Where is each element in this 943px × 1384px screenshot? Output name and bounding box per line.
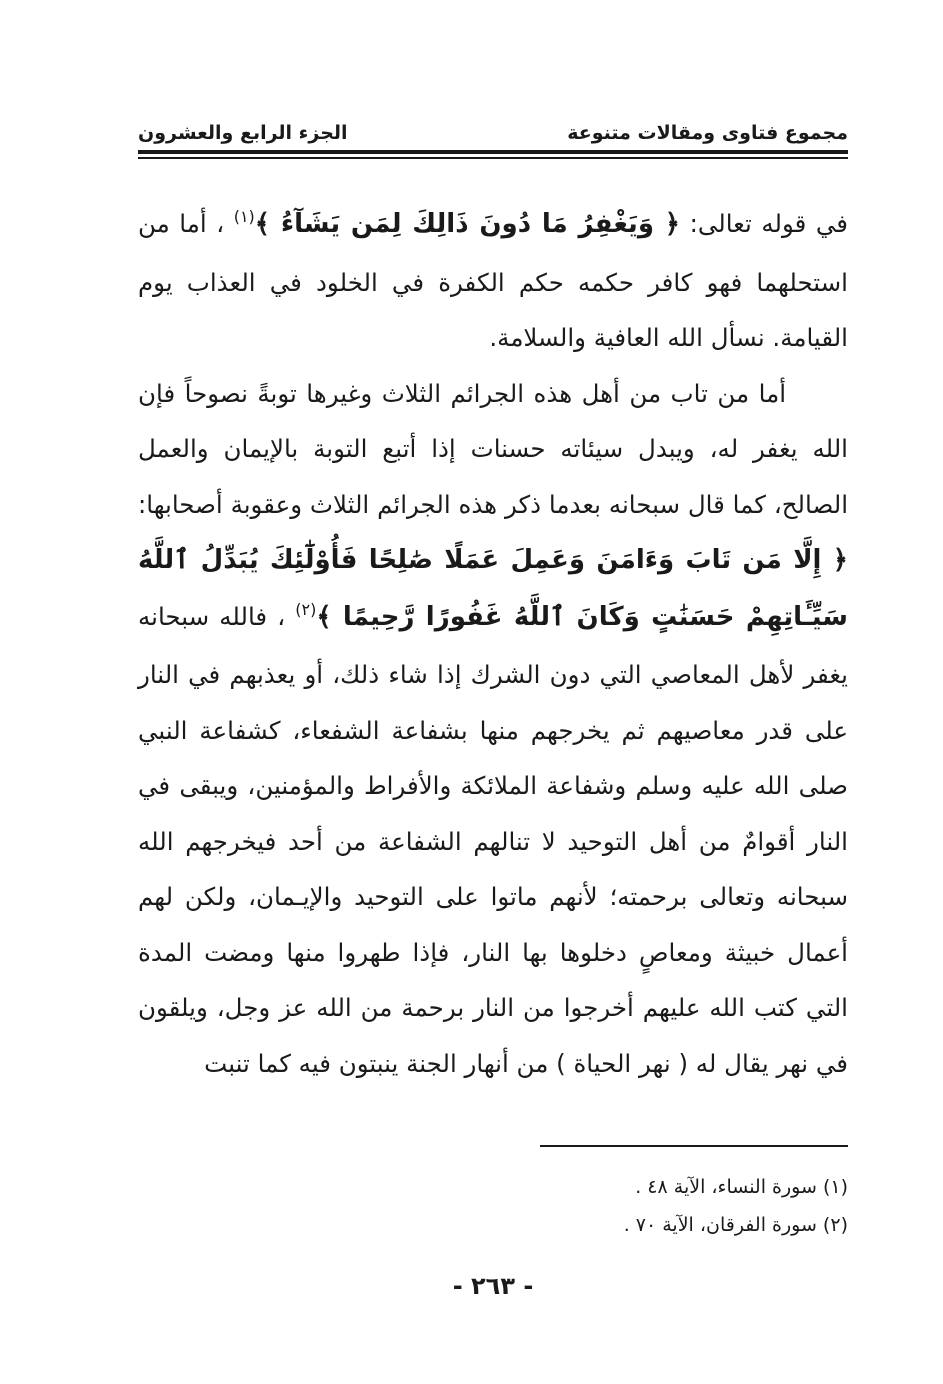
paragraph-1-rest: ، أما من استحلهما فهو كافر حكمه حكم الكفرة في الخلود في العذاب يوم القيامة. نسأل الله العافية والسلامة. [138,209,848,352]
paragraph-1-intro: في قوله تعالى: [680,209,848,238]
footnote-1: (١) سورة النساء، الآية ٤٨ . [635,1176,848,1198]
book-page [138,100,848,1330]
body-text [138,196,848,1091]
footnote-ref-2: (٢) [295,599,317,619]
paragraph-2-intro: أما من تاب من أهل هذه الجرائم الثلاث وغيرها توبةً نصوحاً فإن الله يغفر له، ويبدل سيئاته حسنات إذا أتبع التوبة بالإيمان والعمل الصالح، كما قال سبحانه بعدما ذكر هذه الجرائم الثلاث وعقوبة أصحابها: [138,378,848,519]
paragraph-2-rest: ، فالله سبحانه يغفر لأهل المعاصي التي دون الشرك إذا شاء ذلك، أو يعذبهم في النار على قدر معاصيهم ثم يخرجهم منها بشفاعة الشفعاء، كشفاعة النبي صلى الله عليه وسلم وشفاعة الملائكة والأفراط والمؤمنين، ويبقى في النار أقوامٌ من أهل التوحيد لا تنالهم الشفاعة من أحد فيخرجهم الله سبحانه وتعالى برحمته؛ لأنهم ماتوا على التوحيد والإيـمان، ولكن لهم أعمال خبيثة ومعاصٍ دخلوها بها النار، فإذا طهروا منها ومضت المدة التي كتب الله عليهم أخرجوا من النار برحمة من الله عز وجل، ويلقون في نهر يقال له ( نهر الحياة ) من أنهار الجنة ينبتون فيه كما تنبت [138,601,848,1078]
header-book-title: مجموع فتاوى ومقالات متنوعة [567,122,848,144]
header-volume-title: الجزء الرابع والعشرون [138,122,348,144]
footnote-2: (٢) سورة الفرقان، الآية ٧٠ . [623,1214,848,1236]
footnote-separator [540,1145,848,1147]
header-rule-thick [138,150,848,154]
footnote-ref-1: (١) [233,207,255,226]
header-rule-thin [138,157,848,159]
paragraph-2 [138,366,848,1092]
running-header [138,114,848,144]
page-number: - ٢٦٣ - [452,1272,534,1300]
footnotes [138,1168,848,1244]
quran-verse-1: ﴿ وَيَغْفِرُ مَا دُونَ ذَالِكَ لِمَن يَشَآءُ ﴾ [254,209,681,239]
quran-verse-2: ﴿ إِلَّا مَن تَابَ وَءَامَنَ وَعَمِلَ عَمَلًا صَٰلِحًا فَأُوْلَٰٓئِكَ يُبَدِّلُ ٱللَّهُ سَيِّـَٔاتِهِمْ حَسَنَٰتٍ وَكَانَ ٱللَّهُ غَفُورًا رَّحِيمًا ﴾ [138,545,848,632]
paragraph-1 [138,196,848,366]
